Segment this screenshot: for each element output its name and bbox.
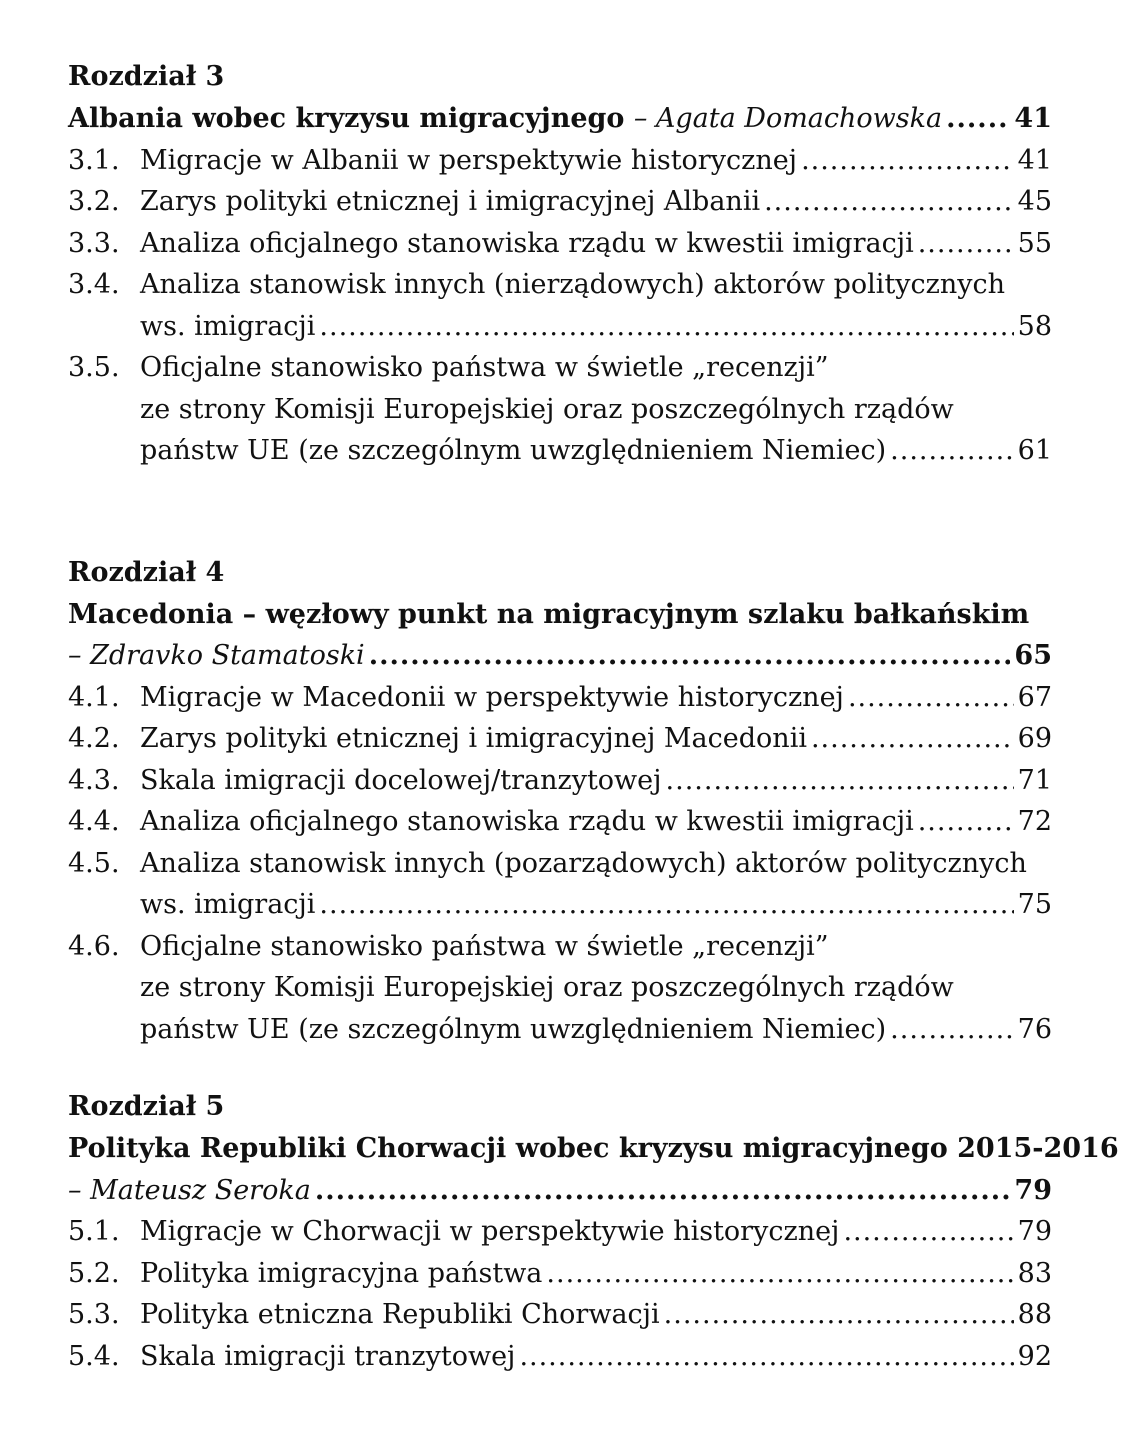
section-number: 5.3. (68, 1299, 120, 1330)
dot-leader (918, 223, 1014, 265)
section-title: Oficjalne stanowisko państwa w świetle „recenzji” (140, 352, 829, 383)
toc-entry (68, 1253, 1052, 1295)
dot-leader (946, 98, 1010, 140)
page-number: 67 (1017, 681, 1052, 713)
page-number: 75 (1017, 889, 1052, 920)
toc-entry (68, 1294, 1052, 1336)
dot-leader (848, 677, 1014, 719)
section-title: Analiza oficjalnego stanowiska rządu w kwestii imigracji (140, 806, 914, 837)
toc-entry (68, 223, 1052, 265)
section-title: Skala imigracji docelowej/tranzytowej (140, 764, 662, 796)
section-number: 5.4. (68, 1340, 120, 1372)
section-number: 3.4. (68, 269, 120, 300)
toc-entry (68, 1336, 1052, 1378)
dot-leader (764, 181, 1014, 223)
toc-entry (68, 181, 1052, 223)
toc-entry (68, 801, 1052, 843)
chapter-title: Albania wobec kryzysu migracyjnego – Agata Domachowska (68, 103, 943, 134)
chapter-label: Rozdział 4 (68, 556, 225, 588)
page-number: 65 (1014, 640, 1052, 671)
section-number: 3.5. (68, 352, 120, 383)
toc-entry-continued (68, 884, 1052, 926)
table-of-contents (68, 56, 1119, 1377)
toc-entry (68, 843, 1052, 885)
section-title: Analiza oficjalnego stanowiska rządu w kwestii imigracji (140, 227, 914, 259)
section-title: Zarys polityki etnicznej i imigracyjnej Albanii (140, 186, 761, 217)
dot-leader (666, 760, 1014, 802)
chapter-title: Macedonia – węzłowy punkt na migracyjnym szlaku bałkańskim (68, 598, 1030, 630)
dot-leader (918, 801, 1014, 843)
section-title: ze strony Komisji Europejskiej oraz poszczególnych rządów (140, 972, 954, 1003)
toc-entry (68, 140, 1052, 182)
toc-entry-continued (68, 389, 1052, 431)
page-number: 41 (1014, 103, 1052, 134)
section-title: Migracje w Chorwacji w perspektywie historycznej (140, 1216, 840, 1247)
toc-entry-continued (68, 306, 1052, 348)
page-number: 72 (1017, 806, 1052, 837)
section-number: 4.3. (68, 764, 120, 796)
section-title: Migracje w Macedonii w perspektywie historycznej (140, 681, 844, 713)
section-number: 5.1. (68, 1216, 120, 1247)
toc-entry (68, 264, 1052, 306)
dot-leader (890, 430, 1013, 472)
page-number: 79 (1017, 1216, 1052, 1247)
dot-leader (319, 306, 1013, 348)
section-title: Migracje w Albanii w perspektywie historycznej (140, 144, 798, 176)
chapter-title: Polityka Republiki Chorwacji wobec kryzysu migracyjnego 2015-2016 (68, 1133, 1119, 1164)
section-number: 5.2. (68, 1257, 120, 1289)
page-number: 83 (1017, 1257, 1052, 1289)
chapter-4 (68, 552, 1052, 1051)
section-number: 4.1. (68, 681, 120, 713)
chapter-title-line (68, 594, 1052, 636)
section-number: 4.6. (68, 930, 120, 962)
dot-leader (801, 140, 1014, 182)
chapter-5 (68, 1086, 1119, 1377)
section-title: Polityka imigracyjna państwa (140, 1257, 543, 1289)
toc-entry-continued (68, 430, 1052, 472)
chapter-author: – Agata Domachowska (633, 103, 943, 134)
chapter-3 (68, 56, 1052, 472)
chapter-title-line (68, 1128, 1119, 1170)
toc-entry (68, 677, 1052, 719)
section-number: 3.2. (68, 186, 120, 217)
section-title: Analiza stanowisk innych (pozarządowych) aktorów politycznych (140, 847, 1027, 879)
toc-entry-continued (68, 1009, 1052, 1051)
page-number: 76 (1017, 1013, 1052, 1045)
section-number: 3.3. (68, 227, 120, 259)
section-title: Zarys polityki etnicznej i imigracyjnej Macedonii (140, 723, 807, 754)
dot-leader (315, 1170, 1011, 1212)
section-title: ze strony Komisji Europejskiej oraz poszczególnych rządów (140, 393, 954, 425)
dot-leader (319, 884, 1013, 926)
chapter-label: Rozdział 5 (68, 1091, 225, 1122)
dot-leader (546, 1253, 1013, 1295)
section-title: ws. imigracji (140, 310, 316, 342)
dot-leader (890, 1009, 1013, 1051)
section-title: Skala imigracji tranzytowej (140, 1340, 516, 1372)
section-number: 4.2. (68, 723, 120, 754)
page-number: 69 (1017, 723, 1052, 754)
section-title: Analiza stanowisk innych (nierządowych) aktorów politycznych (140, 269, 1006, 300)
page-number: 79 (1014, 1174, 1052, 1206)
dot-leader (664, 1294, 1014, 1336)
page-number: 92 (1017, 1340, 1052, 1372)
page-number: 55 (1017, 227, 1052, 259)
page-number: 45 (1017, 186, 1052, 217)
dot-leader (519, 1336, 1013, 1378)
toc-entry (68, 718, 1052, 760)
section-title: państw UE (ze szczególnym uwzględnieniem Niemiec) (140, 1013, 887, 1045)
page-number: 71 (1017, 764, 1052, 796)
toc-entry (68, 347, 1052, 389)
toc-entry (68, 1211, 1052, 1253)
section-number: 3.1. (68, 144, 120, 176)
page-number: 61 (1017, 435, 1052, 466)
page-number: 41 (1017, 144, 1052, 176)
chapter-label: Rozdział 3 (68, 61, 225, 92)
toc-entry (68, 926, 1052, 968)
dot-leader (811, 718, 1014, 760)
chapter-author: – Mateusz Seroka (68, 1174, 311, 1206)
toc-entry-continued (68, 967, 1052, 1009)
section-number: 4.5. (68, 847, 120, 879)
chapter-author-line (68, 635, 1052, 677)
section-title: państw UE (ze szczególnym uwzględnieniem Niemiec) (140, 435, 887, 466)
toc-entry (68, 760, 1052, 802)
page-number: 88 (1017, 1299, 1052, 1330)
chapter-title-line (68, 98, 1052, 140)
section-title: Oficjalne stanowisko państwa w świetle „recenzji” (140, 930, 829, 962)
section-title: Polityka etniczna Republiki Chorwacji (140, 1299, 660, 1330)
chapter-author-line (68, 1170, 1052, 1212)
section-title: ws. imigracji (140, 889, 316, 920)
dot-leader (843, 1211, 1013, 1253)
page-number: 58 (1017, 310, 1052, 342)
dot-leader (369, 635, 1011, 677)
chapter-author: – Zdravko Stamatoski (68, 640, 365, 671)
section-number: 4.4. (68, 806, 120, 837)
